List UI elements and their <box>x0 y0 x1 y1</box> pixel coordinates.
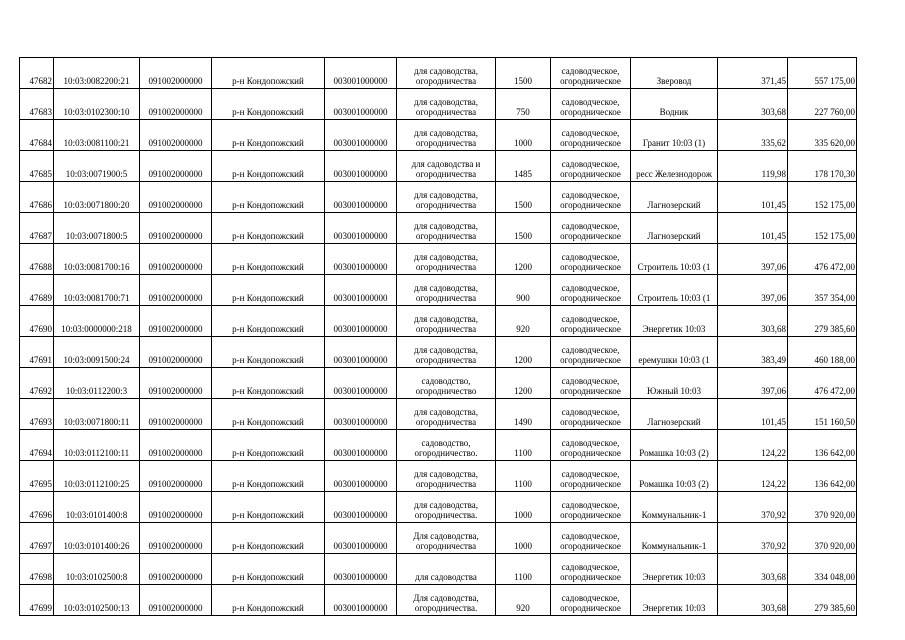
cell-use-category-line-2: огородническое <box>560 479 621 489</box>
cell-permitted-use-line-2: огородничества <box>415 76 477 86</box>
cell-cadastral-value: 334 048,00 <box>788 554 857 585</box>
cell-permitted-use-line-1: для садоводства, <box>414 97 478 107</box>
cell-territory-code: 091002000000 <box>140 430 212 461</box>
cell-settlement-code: 003001000000 <box>325 368 397 399</box>
cell-settlement-code: 003001000000 <box>325 151 397 182</box>
cell-permitted-use-line-1: Для садоводства, <box>413 531 479 541</box>
cell-permitted-use <box>397 337 496 368</box>
cell-settlement-code: 003001000000 <box>325 461 397 492</box>
cell-use-category <box>551 182 631 213</box>
cell-use-category-line-1: садоводческое, <box>561 252 620 262</box>
cell-area: 1000 <box>496 492 551 523</box>
cell-territory-code: 091002000000 <box>140 58 212 89</box>
cell-use-category-line-2: огородническое <box>560 355 621 365</box>
cell-garden-association: Зверовод <box>631 58 718 89</box>
cell-permitted-use-line-1: для садоводства, <box>414 500 478 510</box>
cell-use-category <box>551 275 631 306</box>
cell-district: р-н Кондопожский <box>212 244 325 275</box>
cell-area: 900 <box>496 275 551 306</box>
cell-territory-code: 091002000000 <box>140 275 212 306</box>
cell-territory-code: 091002000000 <box>140 461 212 492</box>
cell-permitted-use <box>397 585 496 616</box>
cell-cadastral-value: 227 760,00 <box>788 89 857 120</box>
cell-specific-value: 303,68 <box>718 585 788 616</box>
cell-settlement-code: 003001000000 <box>325 182 397 213</box>
cell-permitted-use-line-2: огородничества <box>415 293 477 303</box>
cell-use-category <box>551 399 631 430</box>
cell-cadastral-number: 10:03:0112100:11 <box>54 430 140 461</box>
cell-use-category-line-1: садоводческое, <box>561 438 620 448</box>
cell-permitted-use-line-2: огородничества <box>415 417 477 427</box>
cell-district: р-н Кондопожский <box>212 430 325 461</box>
cell-district: р-н Кондопожский <box>212 306 325 337</box>
cell-use-category <box>551 120 631 151</box>
cell-use-category <box>551 492 631 523</box>
cell-settlement-code: 003001000000 <box>325 492 397 523</box>
cell-cadastral-number: 10:03:0081100:21 <box>54 120 140 151</box>
cell-area: 1000 <box>496 523 551 554</box>
cell-cadastral-value: 357 354,00 <box>788 275 857 306</box>
cell-use-category-line-2: огородническое <box>560 138 621 148</box>
cell-cadastral-number: 10:03:0101400:26 <box>54 523 140 554</box>
table-row <box>20 368 857 399</box>
cell-use-category-line-2: огородническое <box>560 448 621 458</box>
table-row <box>20 182 857 213</box>
cell-specific-value: 124,22 <box>718 461 788 492</box>
cell-permitted-use <box>397 554 496 585</box>
cell-use-category-line-1: садоводческое, <box>561 221 620 231</box>
cell-district: р-н Кондопожский <box>212 89 325 120</box>
cell-district: р-н Кондопожский <box>212 151 325 182</box>
cell-cadastral-number: 10:03:0071800:20 <box>54 182 140 213</box>
cell-permitted-use <box>397 368 496 399</box>
cell-use-category-line-1: садоводческое, <box>561 500 620 510</box>
cell-use-category-line-2: огородническое <box>560 510 621 520</box>
cell-settlement-code: 003001000000 <box>325 89 397 120</box>
cell-use-category-line-1: садоводческое, <box>561 190 620 200</box>
cell-permitted-use <box>397 430 496 461</box>
cell-permitted-use-line-2: огородничества <box>415 138 477 148</box>
cell-cadastral-value: 476 472,00 <box>788 244 857 275</box>
cell-cadastral-number: 10:03:0082200:21 <box>54 58 140 89</box>
cell-permitted-use-line-1: для садоводства, <box>414 221 478 231</box>
cell-area: 1200 <box>496 368 551 399</box>
cell-district: р-н Кондопожский <box>212 213 325 244</box>
cell-use-category-line-2: огородническое <box>560 541 621 551</box>
cell-use-category-line-1: садоводческое, <box>561 314 620 324</box>
cell-use-category-line-2: огородническое <box>560 603 621 613</box>
cell-specific-value: 124,22 <box>718 430 788 461</box>
cell-area: 1100 <box>496 554 551 585</box>
cell-permitted-use-line-1: для садоводства, <box>414 283 478 293</box>
cell-cadastral-value: 460 188,00 <box>788 337 857 368</box>
cell-settlement-code: 003001000000 <box>325 554 397 585</box>
cell-cadastral-number: 10:03:0102300:10 <box>54 89 140 120</box>
cell-use-category-line-1: садоводческое, <box>561 128 620 138</box>
table-row <box>20 58 857 89</box>
cell-district: р-н Кондопожский <box>212 275 325 306</box>
cell-area: 1000 <box>496 120 551 151</box>
cell-use-category-line-2: огородническое <box>560 262 621 272</box>
cell-cadastral-number: 10:03:0101400:8 <box>54 492 140 523</box>
cell-settlement-code: 003001000000 <box>325 58 397 89</box>
cell-permitted-use-line-2: огородничества <box>415 262 477 272</box>
cell-record-number: 47693 <box>20 399 54 430</box>
cell-record-number: 47684 <box>20 120 54 151</box>
cell-garden-association: Ромашка 10:03 (2) <box>631 430 718 461</box>
cell-permitted-use <box>397 182 496 213</box>
cell-record-number: 47692 <box>20 368 54 399</box>
cell-district: р-н Кондопожский <box>212 368 325 399</box>
cell-use-category-line-2: огородническое <box>560 386 621 396</box>
cell-use-category-line-2: огородническое <box>560 293 621 303</box>
cell-district: р-н Кондопожский <box>212 337 325 368</box>
cell-cadastral-value: 136 642,00 <box>788 430 857 461</box>
cell-specific-value: 101,45 <box>718 213 788 244</box>
cell-permitted-use <box>397 58 496 89</box>
cell-garden-association: Водник <box>631 89 718 120</box>
cell-record-number: 47694 <box>20 430 54 461</box>
cell-territory-code: 091002000000 <box>140 399 212 430</box>
cell-use-category-line-1: садоводческое, <box>561 376 620 386</box>
cell-specific-value: 370,92 <box>718 523 788 554</box>
cell-permitted-use-line-2: огородничества <box>415 479 477 489</box>
table-row <box>20 120 857 151</box>
cell-use-category <box>551 368 631 399</box>
cell-territory-code: 091002000000 <box>140 585 212 616</box>
cell-use-category <box>551 151 631 182</box>
cell-use-category <box>551 58 631 89</box>
cell-cadastral-value: 136 642,00 <box>788 461 857 492</box>
cell-permitted-use <box>397 461 496 492</box>
cell-use-category-line-1: садоводческое, <box>561 469 620 479</box>
cell-use-category <box>551 461 631 492</box>
cell-use-category-line-1: садоводческое, <box>561 593 620 603</box>
cell-garden-association: Строитель 10:03 (1 <box>631 275 718 306</box>
cell-cadastral-value: 335 620,00 <box>788 120 857 151</box>
cell-permitted-use-line-1: для садоводства, <box>414 252 478 262</box>
cell-use-category <box>551 430 631 461</box>
cell-cadastral-number: 10:03:0081700:71 <box>54 275 140 306</box>
cell-permitted-use-line-1: для садоводства, <box>414 469 478 479</box>
cell-area: 1100 <box>496 461 551 492</box>
cell-record-number: 47690 <box>20 306 54 337</box>
cell-use-category-line-2: огородническое <box>560 572 621 582</box>
cell-area: 1490 <box>496 399 551 430</box>
cell-territory-code: 091002000000 <box>140 337 212 368</box>
cell-cadastral-number: 10:03:0071900:5 <box>54 151 140 182</box>
cell-permitted-use-line-2: огородничества <box>415 107 477 117</box>
cell-use-category <box>551 89 631 120</box>
cell-cadastral-number: 10:03:0102500:8 <box>54 554 140 585</box>
cell-record-number: 47689 <box>20 275 54 306</box>
cell-use-category <box>551 337 631 368</box>
cell-garden-association: Энергетик 10:03 <box>631 306 718 337</box>
cell-specific-value: 397,06 <box>718 275 788 306</box>
cell-permitted-use <box>397 523 496 554</box>
cell-area: 750 <box>496 89 551 120</box>
cell-area: 1500 <box>496 182 551 213</box>
cell-cadastral-value: 370 920,00 <box>788 492 857 523</box>
cell-settlement-code: 003001000000 <box>325 244 397 275</box>
cell-permitted-use-line-2: огородничества. <box>414 510 478 520</box>
cell-specific-value: 335,62 <box>718 120 788 151</box>
cell-permitted-use-line-2: огородничество. <box>414 448 478 458</box>
cell-record-number: 47686 <box>20 182 54 213</box>
cell-territory-code: 091002000000 <box>140 182 212 213</box>
cell-cadastral-value: 279 385,60 <box>788 306 857 337</box>
cell-district: р-н Кондопожский <box>212 461 325 492</box>
table-row <box>20 151 857 182</box>
cell-specific-value: 303,68 <box>718 89 788 120</box>
cell-permitted-use-line-1: Для садоводства, <box>413 593 479 603</box>
cell-cadastral-value: 370 920,00 <box>788 523 857 554</box>
cell-use-category <box>551 213 631 244</box>
cell-cadastral-number: 10:03:0071800:5 <box>54 213 140 244</box>
cell-settlement-code: 003001000000 <box>325 523 397 554</box>
cell-territory-code: 091002000000 <box>140 306 212 337</box>
cell-garden-association: Энергетик 10:03 <box>631 585 718 616</box>
cell-permitted-use-line-1: для садоводства, <box>414 314 478 324</box>
cell-permitted-use <box>397 492 496 523</box>
cell-specific-value: 397,06 <box>718 368 788 399</box>
cell-settlement-code: 003001000000 <box>325 213 397 244</box>
cell-permitted-use-line-1: для садоводства, <box>414 190 478 200</box>
cell-use-category <box>551 554 631 585</box>
cell-cadastral-number: 10:03:0102500:13 <box>54 585 140 616</box>
cell-area: 1500 <box>496 58 551 89</box>
cell-record-number: 47698 <box>20 554 54 585</box>
cell-permitted-use-line-2: огородничества <box>415 355 477 365</box>
cell-settlement-code: 003001000000 <box>325 430 397 461</box>
cell-use-category-line-1: садоводческое, <box>561 159 620 169</box>
table-row <box>20 244 857 275</box>
cell-district: р-н Кондопожский <box>212 58 325 89</box>
cell-use-category-line-2: огородническое <box>560 169 621 179</box>
cell-garden-association: Гранит 10:03 (1) <box>631 120 718 151</box>
cell-cadastral-number: 10:03:0000000:218 <box>54 306 140 337</box>
cell-permitted-use-line-1: садоводство, <box>421 376 471 386</box>
cell-use-category-line-2: огородническое <box>560 200 621 210</box>
cell-territory-code: 091002000000 <box>140 554 212 585</box>
cell-record-number: 47691 <box>20 337 54 368</box>
cell-garden-association: Лагнозерский <box>631 399 718 430</box>
cell-record-number: 47682 <box>20 58 54 89</box>
cell-cadastral-number: 10:03:0112200:3 <box>54 368 140 399</box>
cell-permitted-use-line-1: для садоводства, <box>414 407 478 417</box>
cell-permitted-use <box>397 306 496 337</box>
cell-settlement-code: 003001000000 <box>325 585 397 616</box>
cell-permitted-use <box>397 275 496 306</box>
cell-garden-association: Энергетик 10:03 <box>631 554 718 585</box>
table-row <box>20 461 857 492</box>
cell-record-number: 47695 <box>20 461 54 492</box>
cell-use-category-line-1: садоводческое, <box>561 562 620 572</box>
cell-record-number: 47683 <box>20 89 54 120</box>
cell-use-category-line-1: садоводческое, <box>561 66 620 76</box>
cell-settlement-code: 003001000000 <box>325 275 397 306</box>
cell-cadastral-value: 152 175,00 <box>788 213 857 244</box>
cell-permitted-use-line-2: огородничества. <box>414 603 478 613</box>
table-row <box>20 337 857 368</box>
cell-cadastral-number: 10:03:0091500:24 <box>54 337 140 368</box>
cell-area: 920 <box>496 585 551 616</box>
cell-garden-association: Строитель 10:03 (1 <box>631 244 718 275</box>
cell-area: 1500 <box>496 213 551 244</box>
table-row <box>20 554 857 585</box>
cell-district: р-н Кондопожский <box>212 399 325 430</box>
cell-garden-association: Южный 10:03 <box>631 368 718 399</box>
cell-cadastral-value: 557 175,00 <box>788 58 857 89</box>
cell-permitted-use-line-2: огородничества <box>415 169 477 179</box>
cell-record-number: 47697 <box>20 523 54 554</box>
cell-territory-code: 091002000000 <box>140 244 212 275</box>
cell-permitted-use-line-1: для садоводства, <box>414 345 478 355</box>
cell-use-category-line-1: садоводческое, <box>561 407 620 417</box>
cell-permitted-use-line-2: огородничества <box>415 324 477 334</box>
cell-permitted-use <box>397 151 496 182</box>
cell-specific-value: 101,45 <box>718 399 788 430</box>
cell-use-category-line-1: садоводческое, <box>561 283 620 293</box>
cell-specific-value: 101,45 <box>718 182 788 213</box>
cell-cadastral-value: 152 175,00 <box>788 182 857 213</box>
cell-use-category-line-2: огородническое <box>560 107 621 117</box>
cell-area: 1100 <box>496 430 551 461</box>
cell-permitted-use-line-1: для садоводства <box>415 572 477 582</box>
cell-territory-code: 091002000000 <box>140 120 212 151</box>
cell-permitted-use <box>397 244 496 275</box>
cell-permitted-use-line-2: огородничества <box>415 231 477 241</box>
cell-settlement-code: 003001000000 <box>325 120 397 151</box>
cell-record-number: 47685 <box>20 151 54 182</box>
cell-permitted-use-line-1: садоводство, <box>421 438 471 448</box>
cell-settlement-code: 003001000000 <box>325 306 397 337</box>
cell-permitted-use <box>397 213 496 244</box>
table-row <box>20 492 857 523</box>
cell-use-category <box>551 585 631 616</box>
cell-area: 1200 <box>496 244 551 275</box>
cell-permitted-use-line-2: огородничество <box>415 386 477 396</box>
cell-use-category-line-1: садоводческое, <box>561 97 620 107</box>
cell-use-category <box>551 306 631 337</box>
cell-specific-value: 303,68 <box>718 554 788 585</box>
cell-district: р-н Кондопожский <box>212 523 325 554</box>
cell-specific-value: 303,68 <box>718 306 788 337</box>
cell-area: 1200 <box>496 337 551 368</box>
cell-permitted-use-line-1: для садоводства и <box>411 159 481 169</box>
cell-record-number: 47699 <box>20 585 54 616</box>
table-row <box>20 213 857 244</box>
cell-cadastral-number: 10:03:0081700:16 <box>54 244 140 275</box>
cell-permitted-use <box>397 89 496 120</box>
cell-garden-association: ресс Железнодорож <box>631 151 718 182</box>
cell-settlement-code: 003001000000 <box>325 399 397 430</box>
cell-permitted-use-line-2: огородничества <box>415 200 477 210</box>
cell-permitted-use-line-1: для садоводства, <box>414 128 478 138</box>
cell-area: 1485 <box>496 151 551 182</box>
cell-garden-association: еремушки 10:03 (1 <box>631 337 718 368</box>
table-body <box>20 58 857 616</box>
cell-specific-value: 119,98 <box>718 151 788 182</box>
cell-specific-value: 397,06 <box>718 244 788 275</box>
cell-territory-code: 091002000000 <box>140 523 212 554</box>
cell-cadastral-value: 476 472,00 <box>788 368 857 399</box>
cell-garden-association: Коммунальник-1 <box>631 492 718 523</box>
cell-use-category-line-1: садоводческое, <box>561 531 620 541</box>
cell-use-category-line-2: огородническое <box>560 231 621 241</box>
cell-use-category-line-2: огородническое <box>560 324 621 334</box>
table-row <box>20 306 857 337</box>
table-row <box>20 275 857 306</box>
cell-district: р-н Кондопожский <box>212 554 325 585</box>
cell-record-number: 47687 <box>20 213 54 244</box>
cell-specific-value: 383,49 <box>718 337 788 368</box>
cell-specific-value: 371,45 <box>718 58 788 89</box>
cell-district: р-н Кондопожский <box>212 182 325 213</box>
cell-area: 920 <box>496 306 551 337</box>
cell-cadastral-number: 10:03:0071800:11 <box>54 399 140 430</box>
cell-cadastral-value: 178 170,30 <box>788 151 857 182</box>
cell-settlement-code: 003001000000 <box>325 337 397 368</box>
table-row <box>20 523 857 554</box>
table-row <box>20 399 857 430</box>
table-row <box>20 585 857 616</box>
land-plots-table <box>19 57 857 616</box>
cell-use-category <box>551 523 631 554</box>
cell-use-category-line-2: огородническое <box>560 76 621 86</box>
cell-use-category-line-2: огородническое <box>560 417 621 427</box>
cell-use-category-line-1: садоводческое, <box>561 345 620 355</box>
table-row <box>20 430 857 461</box>
cell-territory-code: 091002000000 <box>140 89 212 120</box>
cell-territory-code: 091002000000 <box>140 368 212 399</box>
cell-district: р-н Кондопожский <box>212 585 325 616</box>
table-row <box>20 89 857 120</box>
cell-garden-association: Лагнозерский <box>631 213 718 244</box>
cell-record-number: 47688 <box>20 244 54 275</box>
cell-cadastral-value: 279 385,60 <box>788 585 857 616</box>
cell-territory-code: 091002000000 <box>140 492 212 523</box>
cell-territory-code: 091002000000 <box>140 213 212 244</box>
cell-cadastral-value: 151 160,50 <box>788 399 857 430</box>
cell-district: р-н Кондопожский <box>212 492 325 523</box>
cell-permitted-use-line-1: для садоводства, <box>414 66 478 76</box>
cell-territory-code: 091002000000 <box>140 151 212 182</box>
cell-record-number: 47696 <box>20 492 54 523</box>
cell-specific-value: 370,92 <box>718 492 788 523</box>
cell-cadastral-number: 10:03:0112100:25 <box>54 461 140 492</box>
cell-permitted-use-line-2: огородничества <box>415 541 477 551</box>
cell-district: р-н Кондопожский <box>212 120 325 151</box>
cell-permitted-use <box>397 120 496 151</box>
cell-permitted-use <box>397 399 496 430</box>
cell-garden-association: Лагнозерский <box>631 182 718 213</box>
cell-garden-association: Коммунальник-1 <box>631 523 718 554</box>
cell-use-category <box>551 244 631 275</box>
cell-garden-association: Ромашка 10:03 (2) <box>631 461 718 492</box>
